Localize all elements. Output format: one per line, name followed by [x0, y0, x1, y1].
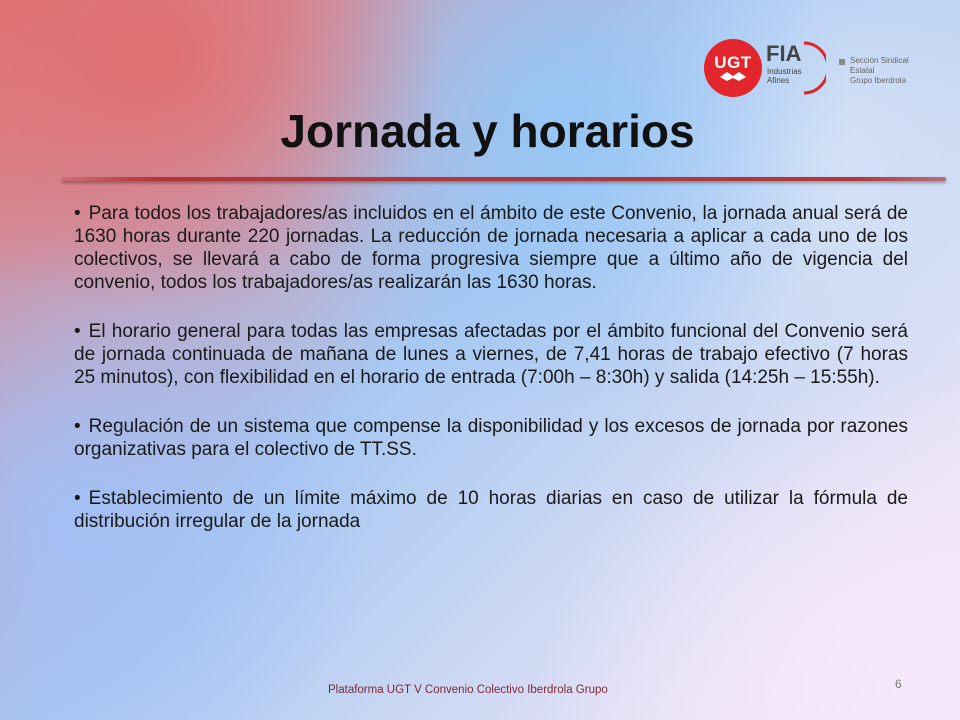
bullet-paragraph: [74, 415, 908, 461]
bullet-text: Regulación de un sistema que compense la disponibilidad y los excesos de jornada por razones organizativas para el colectivo de TT.SS.: [74, 416, 908, 460]
bullet-icon: •: [74, 416, 81, 437]
fia-logo-text: FIA: [766, 41, 802, 66]
ugt-logo-text: UGT: [714, 53, 752, 72]
bullet-icon: •: [74, 488, 81, 509]
slide-body: [74, 202, 908, 559]
seccion-line-1: Sección Sindical Estatal: [850, 56, 909, 75]
page-number: 6: [895, 677, 902, 691]
handshake-icon: [718, 69, 748, 83]
fia-subtitle-line-2: Afines: [767, 76, 790, 85]
bullet-icon: •: [74, 321, 81, 342]
bullet-paragraph: [74, 202, 908, 294]
bullet-text: El horario general para todas las empresas afectadas por el ámbito funcional del Convenio será de jornada continuada de mañana de lunes a viernes, de 7,41 horas de trabajo efectivo (7 horas 25 minutos), con flexibilidad en el horario de entrada (7:00h – 8:30h) y salida (14:25h – 15:55h).: [74, 321, 908, 388]
ugt-logo-circle: [704, 39, 762, 97]
slide-title: Jornada y horarios: [280, 105, 695, 157]
ugt-fia-logo: [704, 37, 926, 99]
logo-arc-icon: [800, 40, 826, 96]
bullet-text: Para todos los trabajadores/as incluidos en el ámbito de este Convenio, la jornada anual será de 1630 horas durante 220 jornadas. La reducción de jornada necesaria a aplicar a cada uno de los colectivos, se llevará a cabo de forma progresiva siempre que a último año de vigencia del convenio, todos los trabajadores/as realizarán las 1630 horas.: [74, 203, 908, 293]
bullet-text: Establecimiento de un límite máximo de 10 horas diarias en caso de utilizar la fórmula de distribución irregular de la jornada: [74, 488, 908, 532]
bullet-icon: •: [74, 203, 81, 224]
seccion-sindical-label: [850, 56, 926, 86]
title-divider: [62, 177, 946, 181]
bullet-paragraph: [74, 487, 908, 533]
bullet-paragraph: [74, 320, 908, 389]
fia-subtitle: [767, 67, 802, 85]
logo-square-icon: [839, 59, 845, 65]
fia-subtitle-line-1: Industrias: [767, 67, 802, 76]
seccion-line-2: Grupo Iberdrola: [850, 76, 907, 85]
slide-footer: Plataforma UGT V Convenio Colectivo Iberdrola Grupo: [328, 684, 608, 696]
